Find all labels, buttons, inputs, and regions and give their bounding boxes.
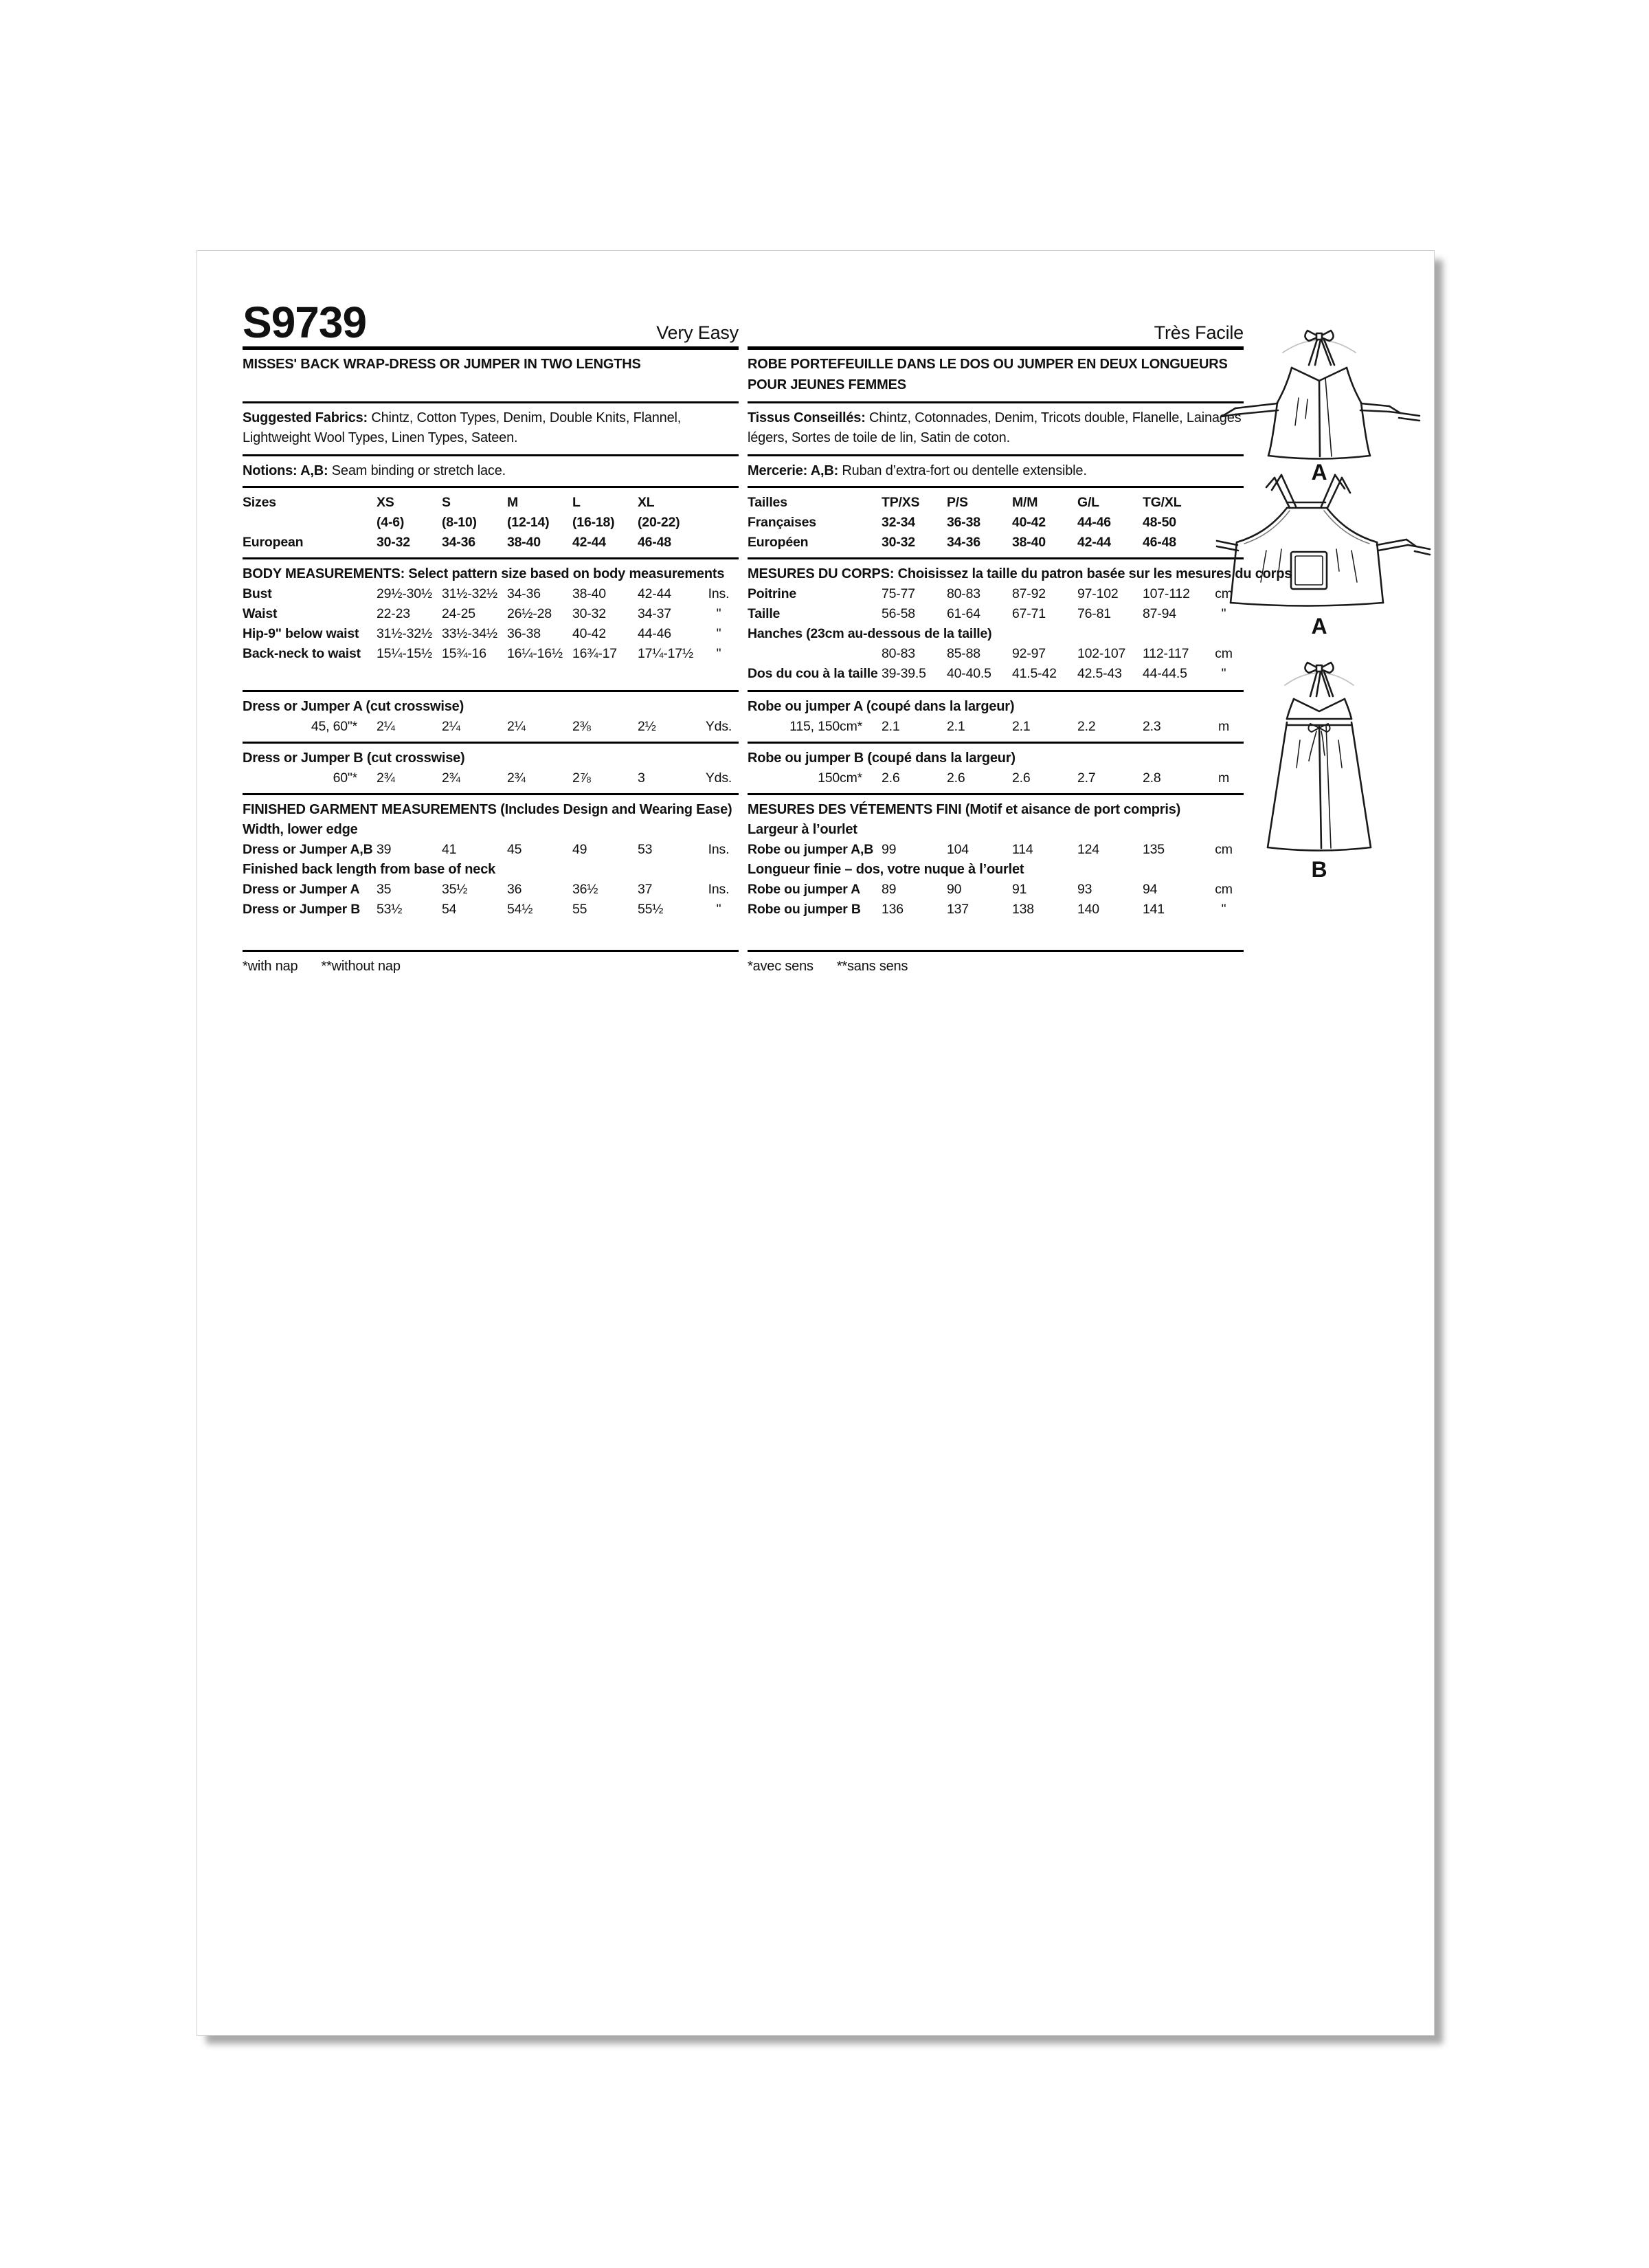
table-row — [748, 513, 1244, 533]
unit-cell: m — [1218, 719, 1230, 734]
table-cell: 124 — [1077, 842, 1099, 857]
table-cell: 2¼ — [377, 719, 395, 734]
table-cell: 44-46 — [1077, 515, 1111, 530]
table-cell: 140 — [1077, 902, 1099, 917]
fabrics-label-en: Suggested Fabrics: — [243, 410, 368, 425]
table-cell: 48-50 — [1143, 515, 1176, 530]
unit-cell: " — [1221, 666, 1226, 681]
row-label: Tailles — [748, 495, 787, 510]
table-cell: 61-64 — [947, 606, 980, 621]
body-measurements-header-en: BODY MEASUREMENTS: Select pattern size based on body measurements — [243, 566, 725, 581]
table-cell: 49 — [572, 842, 587, 857]
table-cell: 17¼-17½ — [638, 646, 693, 661]
row-label: Bust — [243, 586, 272, 601]
table-cell: 40-40.5 — [947, 666, 991, 681]
finished-measurements-header-en: FINISHED GARMENT MEASUREMENTS (Includes Design and Wearing Ease) — [243, 802, 732, 817]
table-cell: 36-38 — [507, 626, 541, 641]
table-cell: 137 — [947, 902, 969, 917]
finished-width-table-en — [243, 840, 739, 860]
table-cell: 102-107 — [1077, 646, 1126, 661]
table-cell: TG/XL — [1143, 495, 1182, 510]
row-label: Dress or Jumper B — [243, 902, 361, 917]
view-a-back-illustration — [1206, 321, 1433, 485]
unit-cell: Yds. — [705, 719, 732, 734]
notions-text-fr: Ruban d’extra-fort ou dentelle extensible. — [838, 463, 1087, 478]
table-cell: 91 — [1012, 882, 1027, 897]
table-cell: 15¾-16 — [442, 646, 486, 661]
garment-title-fr: ROBE PORTEFEUILLE DANS LE DOS OU JUMPER EN DEUX LONGUEURS POUR JEUNES FEMMES — [748, 357, 1228, 392]
dress-a-back-drawing — [1216, 321, 1422, 458]
table-cell: XL — [638, 495, 655, 510]
table-cell: 22-23 — [377, 606, 410, 621]
difficulty-label-en: Very Easy — [656, 322, 739, 343]
yardage-a-header-en: Dress or Jumper A (cut crosswise) — [243, 699, 464, 714]
table-cell: (12-14) — [507, 515, 550, 530]
unit-cell: cm — [1215, 646, 1233, 661]
table-row — [243, 644, 739, 664]
row-label: Hanches (23cm au-dessous de la taille) — [748, 626, 992, 641]
table-cell: 46-48 — [1143, 535, 1176, 550]
table-row — [748, 624, 1244, 644]
yardage-a-table-fr — [748, 717, 1244, 737]
table-cell: 44-46 — [638, 626, 671, 641]
footnote-fr — [748, 957, 1244, 977]
table-cell: 41 — [442, 842, 457, 857]
row-label: Sizes — [243, 495, 276, 510]
body-measurements-header-fr: MESURES DU CORPS: Choisissez la taille du patron basée sur les mesures du corps — [748, 566, 1292, 581]
table-cell: 2.3 — [1143, 719, 1161, 734]
table-cell: 2⅞ — [572, 770, 591, 786]
table-cell: 42-44 — [572, 535, 606, 550]
table-cell: 30-32 — [377, 535, 410, 550]
unit-cell: Ins. — [708, 586, 730, 601]
table-cell: 29½-30½ — [377, 586, 432, 601]
table-cell: 53 — [638, 842, 653, 857]
yardage-b-header-en: Dress or Jumper B (cut crosswise) — [243, 751, 465, 766]
table-row — [243, 493, 739, 513]
finished-width-table-fr — [748, 840, 1244, 860]
table-cell: 138 — [1012, 902, 1034, 917]
table-cell: 2½ — [638, 719, 656, 734]
table-cell: 24-25 — [442, 606, 475, 621]
row-label: Françaises — [748, 515, 816, 530]
table-cell: 114 — [1012, 842, 1033, 857]
row-label: Européen — [748, 535, 809, 550]
table-cell: 3 — [638, 770, 645, 786]
row-label — [748, 644, 882, 664]
unit-cell: " — [1221, 606, 1226, 621]
table-cell: 42-44 — [1077, 535, 1111, 550]
unit-cell — [703, 533, 734, 553]
table-row — [243, 768, 739, 788]
yardage-b-table-fr — [748, 768, 1244, 788]
dress-b-back-drawing — [1216, 649, 1422, 856]
table-row — [748, 604, 1244, 624]
table-cell: 36½ — [572, 882, 598, 897]
unit-cell: Ins. — [708, 842, 730, 857]
table-row — [243, 584, 739, 604]
table-cell: 92-97 — [1012, 646, 1046, 661]
unit-cell: " — [1221, 902, 1226, 917]
notions-label-fr: Mercerie: A,B: — [748, 463, 839, 478]
hem-width-label-fr: Largeur à l’ourlet — [748, 822, 857, 837]
table-cell: L — [572, 495, 581, 510]
footnote-sans-sens: **sans sens — [836, 959, 908, 974]
divider — [748, 793, 1244, 795]
yardage-a-header-fr: Robe ou jumper A (coupé dans la largeur) — [748, 699, 1015, 714]
table-cell: 97-102 — [1077, 586, 1119, 601]
view-b-back-illustration — [1206, 649, 1433, 882]
divider — [748, 950, 1244, 952]
table-cell: 141 — [1143, 902, 1165, 917]
difficulty-label-fr: Très Facile — [1154, 322, 1244, 343]
table-cell: 56-58 — [882, 606, 915, 621]
table-cell: 2.2 — [1077, 719, 1096, 734]
notions-fr — [748, 461, 1244, 481]
unit-cell: Yds. — [705, 770, 732, 786]
table-cell: S — [442, 495, 451, 510]
table-cell: 2¾ — [442, 770, 460, 786]
table-cell: 37 — [638, 882, 653, 897]
table-cell: 136 — [882, 902, 904, 917]
unit-cell: m — [1218, 770, 1230, 786]
table-cell: 107-112 — [1143, 586, 1190, 601]
table-cell: P/S — [947, 495, 968, 510]
row-label: Hip-9" below waist — [243, 626, 359, 641]
table-cell: 30-32 — [572, 606, 606, 621]
table-row — [243, 717, 739, 737]
table-cell: 55 — [572, 902, 587, 917]
divider — [748, 486, 1244, 488]
table-cell: 34-36 — [947, 535, 980, 550]
table-row — [243, 513, 739, 533]
divider — [748, 690, 1244, 692]
table-cell: 15¼-15½ — [377, 646, 432, 661]
view-a-label: A — [1311, 460, 1327, 485]
table-cell: 35 — [377, 882, 392, 897]
table-cell: M — [507, 495, 519, 510]
unit-cell: " — [716, 646, 721, 661]
table-cell: 40-42 — [1012, 515, 1046, 530]
table-row — [243, 840, 739, 860]
table-row — [748, 840, 1244, 860]
table-cell: 16¾-17 — [572, 646, 617, 661]
divider — [748, 742, 1244, 744]
divider — [243, 742, 739, 744]
masthead-french — [748, 291, 1244, 350]
row-label — [243, 513, 377, 533]
table-cell: 32-34 — [882, 515, 915, 530]
sizes-table-en — [243, 493, 739, 553]
pattern-number: S9739 — [243, 298, 367, 347]
table-cell: 34-36 — [507, 586, 541, 601]
table-cell: 26½-28 — [507, 606, 552, 621]
table-cell: 93 — [1077, 882, 1092, 897]
footnote-without-nap: **without nap — [321, 959, 401, 974]
table-cell: 54 — [442, 902, 457, 917]
row-label: Dress or Jumper A — [243, 882, 360, 897]
unit-cell: cm — [1215, 882, 1233, 897]
table-cell: (20-22) — [638, 515, 680, 530]
table-cell: 112-117 — [1143, 646, 1189, 661]
unit-cell: Ins. — [708, 882, 730, 897]
notions-label-en: Notions: A,B: — [243, 463, 328, 478]
table-cell: 2⅜ — [572, 719, 591, 734]
table-cell: 36 — [507, 882, 522, 897]
divider — [748, 454, 1244, 456]
jumper-a-front-drawing — [1206, 467, 1433, 612]
pattern-envelope-back-sheet — [197, 250, 1435, 2036]
table-cell: 2¾ — [377, 770, 395, 786]
table-cell: 80-83 — [947, 586, 980, 601]
width-lower-edge-label-en: Width, lower edge — [243, 822, 358, 837]
body-measurements-fr — [748, 564, 1292, 685]
row-label: Waist — [243, 606, 278, 621]
yardage-b-header-fr: Robe ou jumper B (coupé dans la largeur) — [748, 751, 1016, 766]
table-cell: 42.5-43 — [1077, 666, 1122, 681]
table-row — [243, 604, 739, 624]
table-cell: 34-36 — [442, 535, 475, 550]
table-cell: 53½ — [377, 902, 403, 917]
table-cell: 94 — [1143, 882, 1158, 897]
table-row — [748, 664, 1244, 684]
footnote-en — [243, 957, 739, 977]
row-label: Back-neck to waist — [243, 646, 361, 661]
table-cell: 36-38 — [947, 515, 980, 530]
french-column — [748, 291, 1292, 977]
table-cell: 38-40 — [572, 586, 606, 601]
divider — [243, 454, 739, 456]
view-a-label: A — [1311, 614, 1327, 638]
unit-cell — [703, 493, 734, 513]
table-cell: 2¼ — [507, 719, 526, 734]
back-length-label-en: Finished back length from base of neck — [243, 862, 496, 877]
row-label: Robe ou jumper A,B — [748, 842, 874, 857]
table-cell: 30-32 — [882, 535, 915, 550]
table-cell: XS — [377, 495, 394, 510]
table-cell: 39-39.5 — [882, 666, 926, 681]
divider — [243, 690, 739, 692]
fabrics-label-fr: Tissus Conseillés: — [748, 410, 866, 425]
table-cell: 54½ — [507, 902, 533, 917]
row-label: Taille — [748, 606, 781, 621]
divider — [243, 401, 739, 403]
divider — [243, 950, 739, 952]
table-cell: 135 — [1143, 842, 1165, 857]
table-cell: 2.1 — [882, 719, 900, 734]
table-cell: (8-10) — [442, 515, 477, 530]
table-cell: 46-48 — [638, 535, 671, 550]
row-label: 150cm* — [818, 770, 862, 786]
table-cell: 34-37 — [638, 606, 671, 621]
footnote-with-nap: *with nap — [243, 959, 298, 974]
unit-cell — [703, 513, 734, 533]
table-cell: G/L — [1077, 495, 1099, 510]
table-row — [748, 493, 1244, 513]
table-cell: 2.1 — [947, 719, 965, 734]
table-cell: 85-88 — [947, 646, 980, 661]
divider — [243, 486, 739, 488]
body-measurements-en — [243, 564, 739, 685]
table-cell: 16¼-16½ — [507, 646, 563, 661]
table-cell: 39 — [377, 842, 392, 857]
table-cell: 2.6 — [1012, 770, 1031, 786]
row-label: Robe ou jumper A — [748, 882, 860, 897]
table-cell: 45 — [507, 842, 522, 857]
table-cell: 67-71 — [1012, 606, 1046, 621]
table-cell: 2.6 — [882, 770, 900, 786]
body-measurements-table-fr — [748, 584, 1244, 684]
table-row — [748, 768, 1244, 788]
unit-cell: " — [716, 626, 721, 641]
table-cell: 33½-34½ — [442, 626, 497, 641]
footnote-avec-sens: *avec sens — [748, 959, 814, 974]
table-cell: 75-77 — [882, 586, 915, 601]
table-row — [748, 880, 1244, 900]
table-row — [748, 717, 1244, 737]
sizes-table-fr — [748, 493, 1244, 553]
fabrics-text-en: Chintz, Cotton Types, Denim, Double Knits, Flannel, Lightweight Wool Types, Linen Types, Sateen. — [243, 410, 682, 445]
table-cell: 41.5-42 — [1012, 666, 1057, 681]
table-cell: 76-81 — [1077, 606, 1111, 621]
unit-cell: " — [716, 902, 721, 917]
table-cell: 40-42 — [572, 626, 606, 641]
unit-cell: " — [716, 606, 721, 621]
divider — [748, 401, 1244, 403]
table-cell: 2¼ — [442, 719, 460, 734]
view-a-front-illustration — [1206, 467, 1433, 639]
table-cell: 99 — [882, 842, 897, 857]
table-cell: 35½ — [442, 882, 468, 897]
table-cell: 55½ — [638, 902, 664, 917]
table-row — [748, 533, 1244, 553]
table-cell: 80-83 — [882, 646, 915, 661]
body-measurements-table-en — [243, 584, 739, 664]
row-label: 115, 150cm* — [789, 719, 862, 734]
yardage-a-table-en — [243, 717, 739, 737]
row-label: Poitrine — [748, 586, 796, 601]
suggested-fabrics-fr — [748, 408, 1244, 449]
table-cell: (16-18) — [572, 515, 615, 530]
row-label: 45, 60"* — [311, 719, 357, 734]
table-row — [748, 584, 1244, 604]
unit-cell: cm — [1215, 586, 1233, 601]
divider — [243, 557, 739, 559]
row-label: 60"* — [333, 770, 357, 786]
row-label: Dos du cou à la taille — [748, 666, 878, 681]
english-column — [243, 291, 739, 977]
table-cell: 2.6 — [947, 770, 965, 786]
table-cell: 2¾ — [507, 770, 526, 786]
table-row — [748, 900, 1244, 920]
table-row — [243, 533, 739, 553]
table-row — [748, 644, 1244, 664]
table-row — [243, 624, 739, 644]
table-cell: 87-94 — [1143, 606, 1176, 621]
notions-en — [243, 461, 739, 481]
yardage-b-table-en — [243, 768, 739, 788]
finished-measurements-header-fr: MESURES DES VÉTEMENTS FINI (Motif et aisance de port compris) — [748, 802, 1181, 817]
table-cell: 87-92 — [1012, 586, 1046, 601]
fabrics-text-fr: Chintz, Cotonnades, Denim, Tricots double, Flanelle, Lainages légers, Sortes de toile de lin, Satin de coton. — [748, 410, 1242, 445]
suggested-fabrics-en — [243, 408, 739, 449]
table-cell: 2.7 — [1077, 770, 1096, 786]
table-cell: 44-44.5 — [1143, 666, 1187, 681]
table-cell: 2.8 — [1143, 770, 1161, 786]
table-cell: 42-44 — [638, 586, 671, 601]
finished-length-label-fr: Longueur finie – dos, votre nuque à l’ourlet — [748, 862, 1024, 877]
row-label: European — [243, 535, 304, 550]
masthead-english — [243, 291, 739, 350]
divider — [243, 793, 739, 795]
table-row — [243, 900, 739, 920]
table-cell: 31½-32½ — [377, 626, 432, 641]
notions-text-en: Seam binding or stretch lace. — [328, 463, 506, 478]
table-row — [243, 880, 739, 900]
view-b-label: B — [1311, 857, 1327, 882]
finished-length-table-fr — [748, 880, 1244, 920]
table-cell: 90 — [947, 882, 962, 897]
divider — [748, 557, 1244, 559]
table-cell: 31½-32½ — [442, 586, 497, 601]
row-label: Dress or Jumper A,B — [243, 842, 373, 857]
table-cell: 89 — [882, 882, 897, 897]
garment-title-en: MISSES' BACK WRAP-DRESS OR JUMPER IN TWO LENGTHS — [243, 357, 641, 372]
table-cell: 38-40 — [1012, 535, 1046, 550]
table-cell: (4-6) — [377, 515, 405, 530]
table-cell: TP/XS — [882, 495, 920, 510]
table-cell: 104 — [947, 842, 969, 857]
table-cell: 2.1 — [1012, 719, 1031, 734]
unit-cell: cm — [1215, 842, 1233, 857]
table-cell: M/M — [1012, 495, 1038, 510]
row-label: Robe ou jumper B — [748, 902, 861, 917]
finished-length-table-en — [243, 880, 739, 920]
table-cell: 38-40 — [507, 535, 541, 550]
